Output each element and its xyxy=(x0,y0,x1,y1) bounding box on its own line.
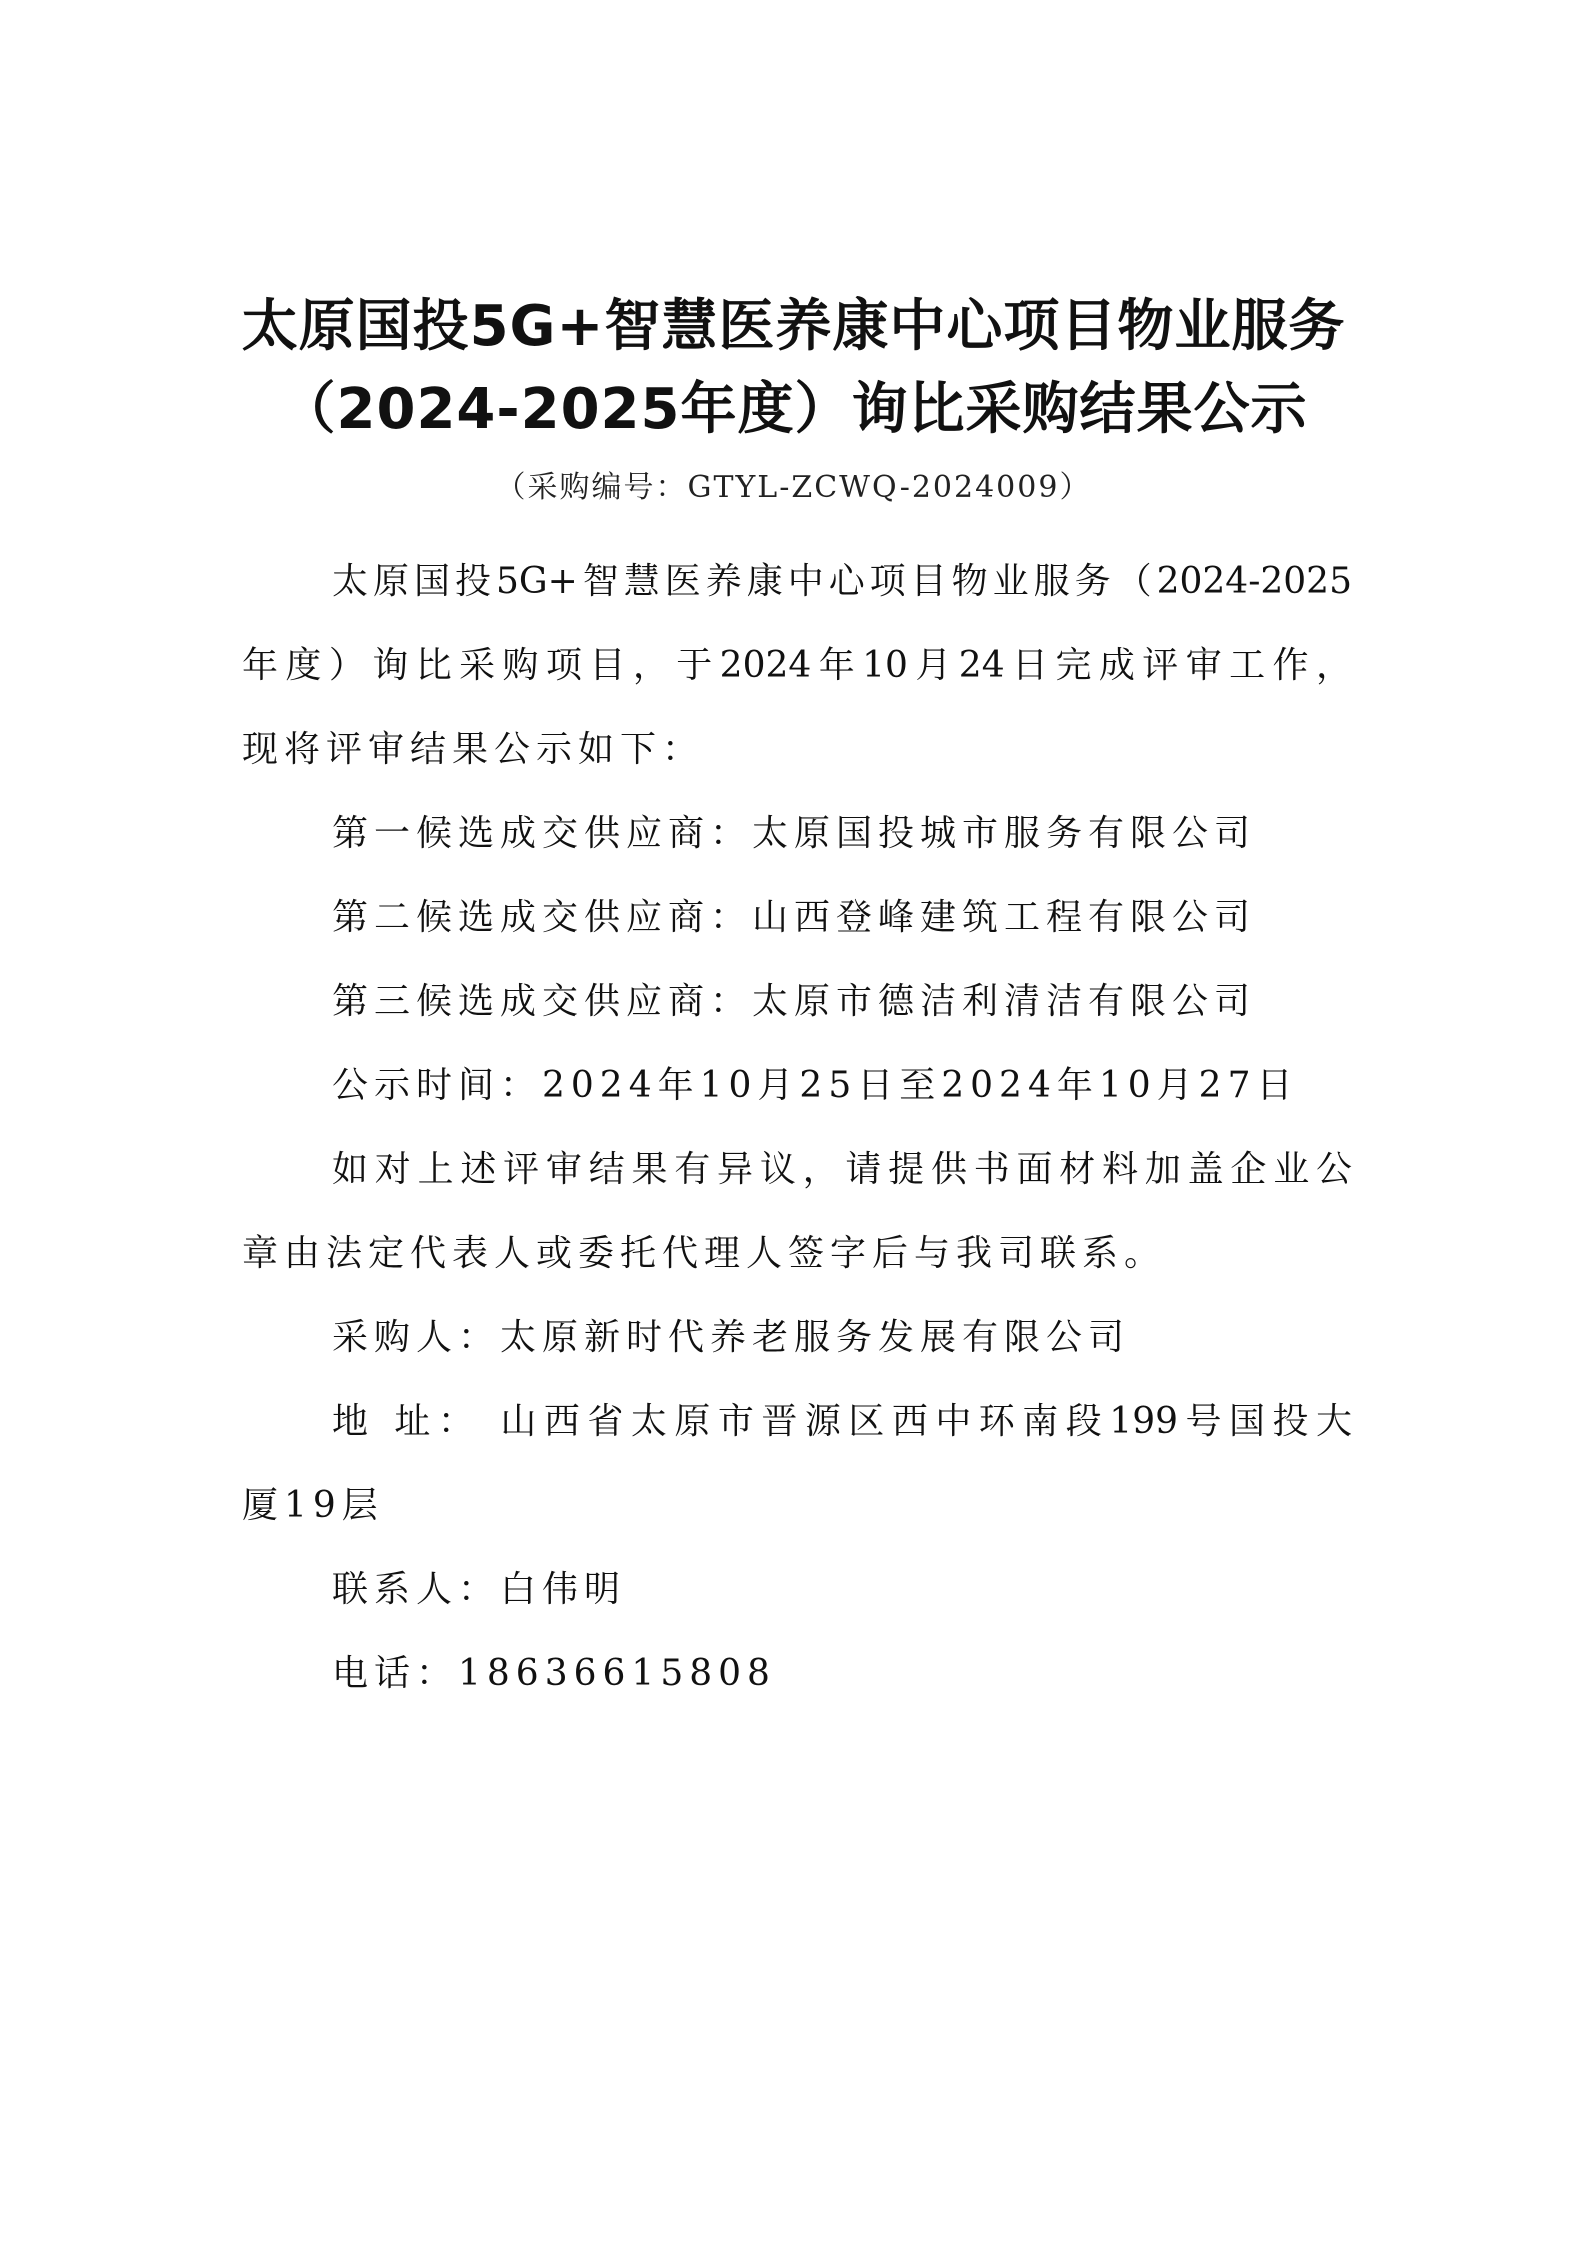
contact-person: 联系人：白伟明 xyxy=(332,1569,627,1610)
objection-paragraph-line-1: 如对上述评审结果有异议，请提供书面材料加盖企业公 xyxy=(332,1149,1352,1190)
publicity-period: 公示时间：2024年10月25日至2024年10月27日 xyxy=(332,1065,1299,1106)
third-candidate-supplier: 第三候选成交供应商：太原市德洁利清洁有限公司 xyxy=(332,981,1257,1022)
document-title-line-1: 太原国投5G+智慧医养康中心项目物业服务 xyxy=(241,294,1346,359)
document-title-line-2: （2024-2025年度）询比采购结果公示 xyxy=(279,377,1308,442)
purchaser-name: 采购人：太原新时代养老服务发展有限公司 xyxy=(332,1317,1131,1358)
second-candidate-supplier: 第二候选成交供应商：山西登峰建筑工程有限公司 xyxy=(332,897,1257,938)
intro-paragraph-line-3: 现将评审结果公示如下： xyxy=(242,729,705,770)
procurement-number: （采购编号：GTYL-ZCWQ-2024009） xyxy=(495,470,1092,505)
address-line-1: 地 址： 山西省太原市晋源区西中环南段199号国投大 xyxy=(332,1401,1352,1442)
address-line-2: 厦19层 xyxy=(242,1485,384,1526)
intro-paragraph-line-2: 年度）询比采购项目，于2024年10月24日完成评审工作， xyxy=(242,645,1352,686)
objection-paragraph-line-2: 章由法定代表人或委托代理人签字后与我司联系。 xyxy=(242,1233,1167,1274)
intro-paragraph-line-1: 太原国投5G+智慧医养康中心项目物业服务（2024-2025 xyxy=(332,561,1352,602)
first-candidate-supplier: 第一候选成交供应商：太原国投城市服务有限公司 xyxy=(332,813,1257,854)
phone-number: 电话：18636615808 xyxy=(332,1653,776,1694)
